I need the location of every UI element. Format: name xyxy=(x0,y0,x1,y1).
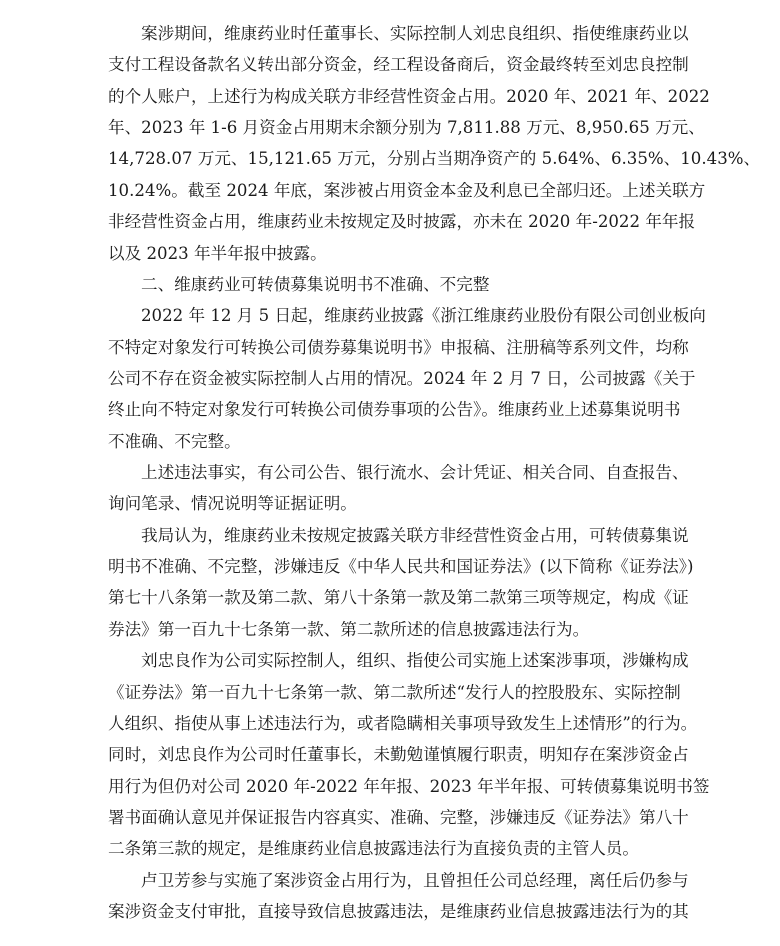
text-line: 卢卫芳参与实施了案涉资金占用行为，且曾担任公司总经理，离任后仍参与 xyxy=(141,870,689,890)
text-line: 的个人账户，上述行为构成关联方非经营性资金占用。2020 年、2021 年、2022 xyxy=(108,86,710,106)
text-line: 第七十八条第一款及第二款、第八十条第一款及第二款第三项等规定，构成《证 xyxy=(108,588,689,608)
text-line: 《证券法》第一百九十七条第一款、第二款所述“发行人的控股股东、实际控制 xyxy=(108,682,681,702)
text-line: 明书不准确、不完整，涉嫌违反《中华人民共和国证券法》(以下简称《证券法》) xyxy=(108,557,694,577)
paragraph-lu-weifang xyxy=(108,865,689,928)
paragraph-bureau-opinion xyxy=(108,520,694,645)
text-line: 10.24%。截至 2024 年底，案涉被占用资金本金及利息已全部归还。上述关联方 xyxy=(108,180,706,200)
text-line: 案涉资金支付审批，直接导致信息披露违法，是维康药业信息披露违法行为的其 xyxy=(108,902,689,922)
paragraph-prospectus xyxy=(108,300,706,457)
text-line: 署书面确认意见并保证报告内容真实、准确、完整，涉嫌违反《证券法》第八十 xyxy=(108,807,689,827)
text-line: 2022 年 12 月 5 日起，维康药业披露《浙江维康药业股份有限公司创业板向 xyxy=(141,306,706,326)
text-line: 不特定对象发行可转换公司债券募集说明书》申报稿、注册稿等系列文件，均称 xyxy=(108,337,689,357)
text-line: 用行为但仍对公司 2020 年-2022 年年报、2023 年半年报、可转债募集说明书签 xyxy=(108,776,710,796)
paragraph-fund-occupation xyxy=(108,18,761,269)
text-line: 支付工程设备款名义转出部分资金，经工程设备商后，资金最终转至刘忠良控制 xyxy=(108,55,689,75)
text-line: 不准确、不完整。 xyxy=(108,431,241,451)
section-heading-text: 二、维康药业可转债募集说明书不准确、不完整 xyxy=(141,274,490,294)
text-line: 同时，刘忠良作为公司时任董事长，未勤勉谨慎履行职责，明知存在案涉资金占 xyxy=(108,745,689,765)
text-line: 公司不存在资金被实际控制人占用的情况。2024 年 2 月 7 日，公司披露《关于 xyxy=(108,368,696,388)
text-line: 14,728.07 万元、15,121.65 万元，分别占当期净资产的 5.64%、6.35%、10.43%、 xyxy=(108,149,761,169)
text-line: 以及 2023 年半年报中披露。 xyxy=(108,243,327,263)
text-line: 刘忠良作为公司实际控制人，组织、指使公司实施上述案涉事项，涉嫌构成 xyxy=(141,651,689,671)
text-line: 上述违法事实，有公司公告、银行流水、会计凭证、相关合同、自查报告、 xyxy=(141,463,689,483)
text-line: 终止向不特定对象发行可转换公司债券事项的公告》。维康药业上述募集说明书 xyxy=(108,400,681,420)
text-line: 券法》第一百九十七条第一款、第二款所述的信息披露违法行为。 xyxy=(108,619,590,639)
text-line: 案涉期间，维康药业时任董事长、实际控制人刘忠良组织、指使维康药业以 xyxy=(141,24,689,43)
text-line: 年、2023 年 1-6 月资金占用期末余额分别为 7,811.88 万元、8,950.65 万元、 xyxy=(108,118,705,138)
text-line: 二条第三款的规定，是维康药业信息披露违法行为直接负责的主管人员。 xyxy=(108,839,639,859)
paragraph-evidence xyxy=(108,457,689,520)
text-line: 我局认为，维康药业未按规定披露关联方非经营性资金占用，可转债募集说 xyxy=(141,525,689,545)
text-line: 人组织、指使从事上述违法行为，或者隐瞒相关事项导致发生上述情形”的行为。 xyxy=(108,713,698,733)
text-line: 非经营性资金占用，维康药业未按规定及时披露，亦未在 2020 年-2022 年年报 xyxy=(108,212,696,232)
document-page xyxy=(108,18,761,927)
section-heading xyxy=(108,269,664,300)
text-line: 询问笔录、情况说明等证据证明。 xyxy=(108,494,357,514)
paragraph-liu-zhongliang xyxy=(108,645,710,865)
